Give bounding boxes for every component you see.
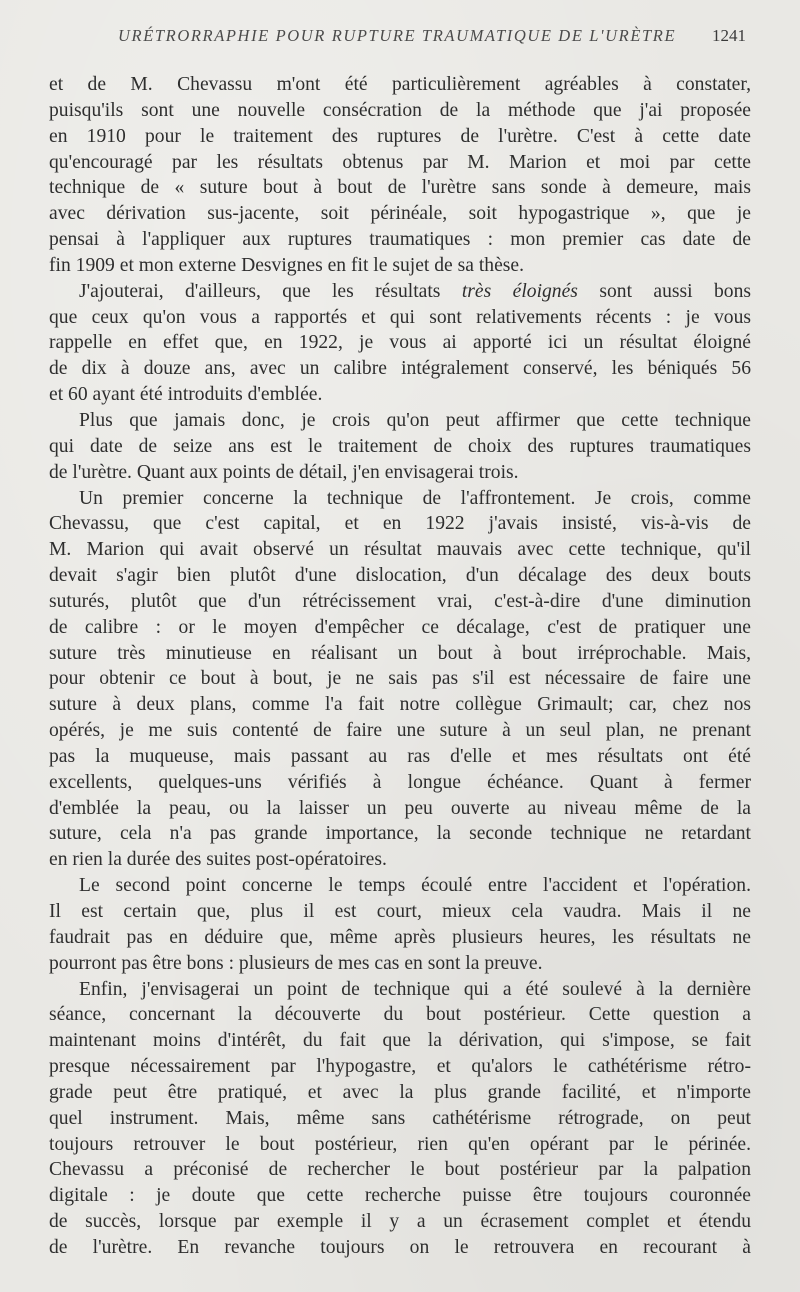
text-line: qu'encouragé par les résultats obtenus par M. Marion et moi par cette	[49, 151, 751, 173]
text-line: Chevassu a préconisé de rechercher le bout postérieur par la palpation	[49, 1159, 751, 1181]
text-line: M. Marion qui avait observé un résultat mauvais avec cette technique, qu'il	[49, 539, 751, 561]
running-title: URÉTRORRAPHIE POUR RUPTURE TRAUMATIQUE DE L'URÈTRE	[118, 26, 677, 45]
text-line: excellents, quelques-uns vérifiés à longue échéance. Quant à fermer	[49, 771, 751, 793]
text-line: Un premier concerne la technique de l'affrontement. Je crois, comme	[79, 487, 751, 509]
running-head	[0, 26, 800, 52]
text-line: Plus que jamais donc, je crois qu'on peut affirmer que cette technique	[79, 409, 751, 431]
text-line: technique de « suture bout à bout de l'urètre sans sonde à demeure, mais	[49, 177, 751, 199]
text-line: avec dérivation sus-jacente, soit périnéale, soit hypogastrique », que je	[49, 203, 751, 225]
text-line: pensai à l'appliquer aux ruptures traumatiques : mon premier cas date de	[49, 229, 751, 251]
text-line: grade peut être pratiqué, et avec la plus grande facilité, et n'importe	[49, 1081, 751, 1103]
text-line: séance, concernant la découverte du bout postérieur. Cette question a	[49, 1004, 751, 1026]
text-line: pourront pas être bons : plusieurs de mes cas en sont la preuve.	[49, 952, 543, 974]
text-line: maintenant moins d'intérêt, du fait que la dérivation, qui s'impose, se fait	[49, 1030, 751, 1052]
text-line: Il est certain que, plus il est court, mieux cela vaudra. Mais il ne	[49, 901, 751, 922]
text-line: de calibre : or le moyen d'empêcher ce décalage, c'est de pratiquer une	[49, 616, 751, 638]
text-line: suture, cela n'a pas grande importance, la seconde technique ne retardant	[49, 823, 751, 845]
text-line: et de M. Chevassu m'ont été particulièrement agréables à constater,	[49, 74, 751, 95]
text-line: en 1910 pour le traitement des ruptures de l'urètre. C'est à cette date	[49, 125, 751, 147]
text-line: en rien la durée des suites post-opératoires.	[49, 849, 387, 871]
body-text	[49, 72, 751, 1261]
text-line: devait s'agir bien plutôt d'une dislocation, d'un décalage des deux bouts	[49, 565, 751, 587]
text-line: de l'urètre. En revanche toujours on le retrouvera en recourant à	[49, 1236, 751, 1258]
text-line: opérés, je me suis contenté de faire une suture à un seul plan, ne prenant	[49, 720, 751, 742]
text-line-with-italic	[49, 279, 751, 305]
text-line: d'emblée la peau, ou la laisser un peu ouverte au niveau même de la	[49, 797, 751, 819]
text-line: digitale : je doute que cette recherche puisse être toujours couronnée	[49, 1185, 751, 1207]
text-line: suturés, plutôt que d'un rétrécissement vrai, c'est-à-dire d'une diminution	[49, 590, 751, 612]
text-line: pas la muqueuse, mais passant au ras d'elle et mes résultats ont été	[49, 745, 751, 767]
text-segment: sont aussi bons	[599, 280, 752, 302]
text-line: de l'urètre. Quant aux points de détail, j'en envisagerai trois.	[49, 461, 519, 483]
text-segment: J'ajouterai, d'ailleurs, que les résultats	[79, 280, 441, 302]
text-line: de dix à douze ans, avec un calibre intégralement conservé, les béniqués 56	[49, 358, 751, 380]
text-line: suture à deux plans, comme l'a fait notre collègue Grimault; car, chez nos	[49, 694, 751, 716]
text-line: qui date de seize ans est le traitement de choix des ruptures traumatiques	[49, 435, 751, 457]
text-line: que ceux qu'on vous a rapportés et qui sont relativements récents : je vous	[49, 306, 751, 328]
text-line: rappelle en effet que, en 1922, je vous ai apporté ici un résultat éloigné	[49, 332, 751, 354]
text-line: pour obtenir ce bout à bout, je ne sais pas s'il est nécessaire de faire une	[49, 668, 751, 690]
text-line: Chevassu, que c'est capital, et en 1922 j'avais insisté, vis-à-vis de	[49, 513, 751, 535]
text-line: Le second point concerne le temps écoulé entre l'accident et l'opération.	[79, 875, 751, 897]
text-line: Enfin, j'envisagerai un point de technique qui a été soulevé à la dernière	[79, 978, 751, 1000]
page-number: 1241	[712, 26, 746, 45]
italic-phrase: très éloignés	[461, 280, 578, 302]
text-line: fin 1909 et mon externe Desvignes en fit le sujet de sa thèse.	[49, 254, 525, 276]
text-line: de succès, lorsque par exemple il y a un écrasement complet et étendu	[49, 1211, 751, 1233]
text-line: presque nécessairement par l'hypogastre, et qu'alors le cathétérisme rétro-	[49, 1056, 751, 1078]
text-line: puisqu'ils sont une nouvelle consécration de la méthode que j'ai proposée	[49, 99, 751, 121]
text-line: faudrait pas en déduire que, même après plusieurs heures, les résultats ne	[49, 926, 751, 948]
text-line: quel instrument. Mais, même sans cathétérisme rétrograde, on peut	[49, 1107, 751, 1129]
text-line: toujours retrouver le bout postérieur, rien qu'en opérant par le périnée.	[49, 1133, 751, 1155]
text-line: et 60 ayant été introduits d'emblée.	[49, 384, 323, 406]
text-line: suture très minutieuse en réalisant un bout à bout irréprochable. Mais,	[49, 642, 751, 664]
